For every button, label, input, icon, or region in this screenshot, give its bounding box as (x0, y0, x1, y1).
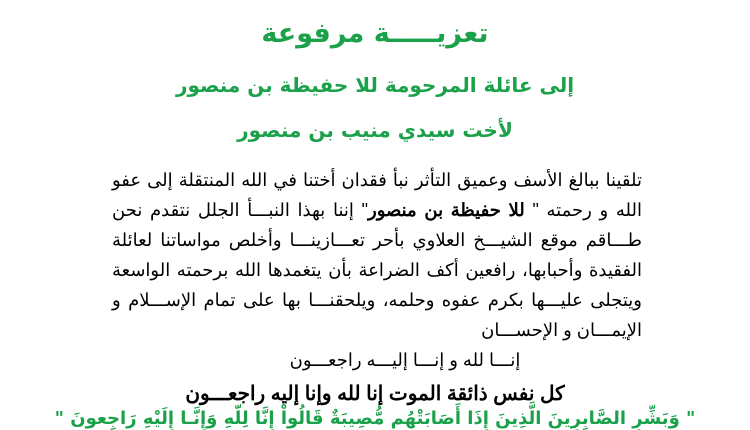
quran-verse: " وَبَشِّرِ الصَّابِرِينَ الَّذِينَ إِذَا أَصَابَتْهُم مُّصِيبَةٌ قَالُواْ إِنَّا لِلّهِ وَإِنَّـا إِلَيْهِ رَاجِعونَ " (54, 408, 696, 429)
condolence-paragraph (112, 165, 642, 345)
istirja-phrase: إنـــا لله و إنـــا إليـــه راجعـــون (289, 350, 521, 370)
every-soul-phrase: كل نفس ذائقة الموت إنا لله وإنا إليه راجعـــون (185, 383, 565, 405)
recipient-family-subtitle: إلى عائلة المرحومة للا حفيظة بن منصور (175, 73, 575, 97)
relation-subtitle: لأخت سيدي منيب بن منصور (237, 118, 513, 142)
paragraph-part-1: تلقينا ببالغ الأسف وعميق التأثر نبأ فقدان أختنا في الله المنتقلة إلى عفو الله و رحمته " (112, 170, 642, 220)
paragraph-part-2: " إننا بهذا النبـــأ الجلل نتقدم نحن طـــاقم موقع الشيـــخ العلاوي بأحر تعـــازينـــا وأخلص مواساتنا لعائلة الفقيدة وأحبابها، رافعين أكف الضراعة بأن يتغمدها الله برحمته الواسعة ويتجلى عليـــها بكرم عفوه وحلمه، ويلحقنـــا بها على تمام الإســـلام و الإيمـــان و الإحســـان (112, 200, 642, 340)
document-title: تعزيـــــة مرفوعة (261, 18, 489, 49)
deceased-name: للا حفيظة بن منصور (368, 200, 533, 220)
